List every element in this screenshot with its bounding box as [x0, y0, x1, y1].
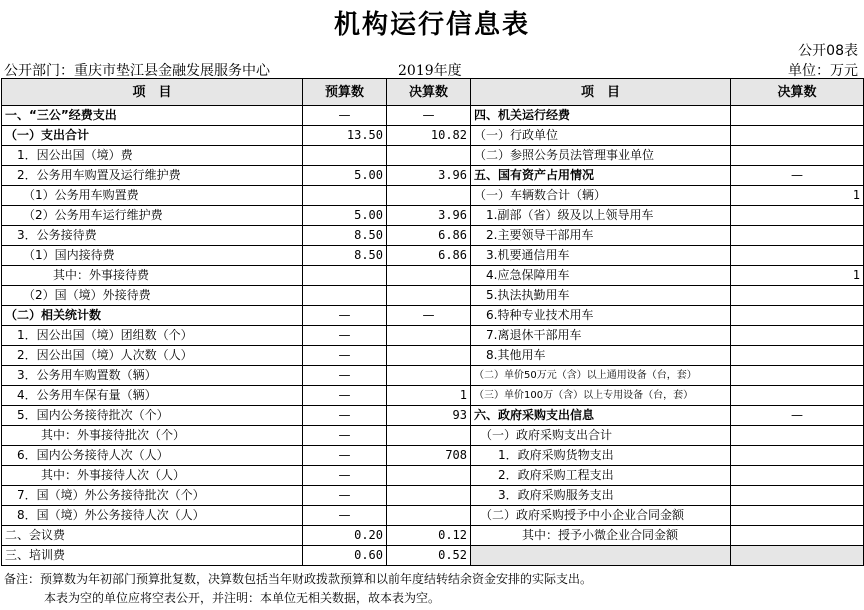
row-item-label: （一）支出合计 — [2, 126, 303, 146]
row-final-value — [387, 186, 471, 206]
table-row — [2, 406, 864, 426]
row-budget-value: 5.00 — [303, 206, 387, 226]
row-final-value — [387, 506, 471, 526]
row-final-value — [387, 366, 471, 386]
row-item-label: 8．国（境）外公务接待人次（人） — [2, 506, 303, 526]
row-budget-value: — — [303, 486, 387, 506]
row-budget-value: 0.60 — [303, 546, 387, 566]
row-final-value — [387, 486, 471, 506]
row-final-value-right — [731, 326, 864, 346]
row-item-label-right: （二）单价50万元（含）以上通用设备（台，套） — [471, 366, 731, 386]
row-item-label: 二、会议费 — [2, 526, 303, 546]
row-budget-value: — — [303, 506, 387, 526]
table-row — [2, 346, 864, 366]
institution-operation-table — [1, 78, 864, 566]
row-item-label-right: （一）车辆数合计（辆） — [471, 186, 731, 206]
row-item-label-right: 3．政府采购服务支出 — [471, 486, 731, 506]
row-final-value: 708 — [387, 446, 471, 466]
row-budget-value: — — [303, 386, 387, 406]
table-row — [2, 266, 864, 286]
row-final-value-right — [731, 346, 864, 366]
row-item-label: （1）国内接待费 — [2, 246, 303, 266]
row-item-label-right: 4.应急保障用车 — [471, 266, 731, 286]
row-final-value-right — [731, 486, 864, 506]
row-final-value-right — [731, 506, 864, 526]
row-item-label: 2．公务用车购置及运行维护费 — [2, 166, 303, 186]
row-final-value-right — [731, 206, 864, 226]
row-final-value-right — [731, 366, 864, 386]
row-final-value-right — [731, 246, 864, 266]
row-final-value-right: — — [731, 406, 864, 426]
table-row — [2, 426, 864, 446]
row-final-value: 6.86 — [387, 246, 471, 266]
row-final-value: 93 — [387, 406, 471, 426]
row-final-value-right — [731, 146, 864, 166]
row-final-value: 3.96 — [387, 206, 471, 226]
row-budget-value — [303, 266, 387, 286]
table-row — [2, 326, 864, 346]
table-row — [2, 286, 864, 306]
row-final-value-right — [731, 446, 864, 466]
row-budget-value: — — [303, 406, 387, 426]
row-final-value-right — [731, 426, 864, 446]
row-final-value — [387, 266, 471, 286]
row-final-value — [387, 466, 471, 486]
row-final-value: — — [387, 106, 471, 126]
row-final-value: 0.12 — [387, 526, 471, 546]
row-item-label: （1）公务用车购置费 — [2, 186, 303, 206]
table-row — [2, 226, 864, 246]
row-item-label-right: 其中：授予小微企业合同金额 — [471, 526, 731, 546]
row-item-label-right: （二）政府采购授予中小企业合同金额 — [471, 506, 731, 526]
table-row — [2, 246, 864, 266]
page-title: 机构运行信息表 — [333, 10, 530, 40]
row-item-label-right: 四、机关运行经费 — [471, 106, 731, 126]
row-budget-value: — — [303, 346, 387, 366]
row-budget-value — [303, 286, 387, 306]
row-final-value: 3.96 — [387, 166, 471, 186]
header-item: 项 目 — [2, 79, 303, 106]
row-item-label-right: （二）参照公务员法管理事业单位 — [471, 146, 731, 166]
footnotes — [4, 570, 592, 608]
row-item-label: 3．公务用车购置数（辆） — [2, 366, 303, 386]
row-final-value-right — [731, 226, 864, 246]
form-number: 公开08表 — [798, 43, 858, 59]
table-row — [2, 506, 864, 526]
table-row — [2, 386, 864, 406]
row-item-label-right: 3.机要通信用车 — [471, 246, 731, 266]
table-row — [2, 146, 864, 166]
row-final-value-right — [731, 286, 864, 306]
table-row — [2, 206, 864, 226]
row-budget-value: 0.20 — [303, 526, 387, 546]
row-budget-value: — — [303, 366, 387, 386]
row-item-label-right: （一）政府采购支出合计 — [471, 426, 731, 446]
table-row — [2, 126, 864, 146]
department-label: 公开部门：重庆市垫江县金融发展服务中心 — [4, 63, 270, 79]
fiscal-year: 2019年度 — [398, 63, 462, 79]
row-final-value: 0.52 — [387, 546, 471, 566]
table-row — [2, 306, 864, 326]
row-item-label: 4．公务用车保有量（辆） — [2, 386, 303, 406]
row-item-label-right: 2.主要领导干部用车 — [471, 226, 731, 246]
row-final-value-right — [731, 126, 864, 146]
row-final-value — [387, 426, 471, 446]
row-budget-value: — — [303, 306, 387, 326]
table-row — [2, 486, 864, 506]
table-row — [2, 366, 864, 386]
row-budget-value — [303, 186, 387, 206]
row-item-label: （2）公务用车运行维护费 — [2, 206, 303, 226]
row-budget-value: 13.50 — [303, 126, 387, 146]
row-item-label-right: 1.副部（省）级及以上领导用车 — [471, 206, 731, 226]
row-item-label-right: （三）单价100万（含）以上专用设备（台，套） — [471, 386, 731, 406]
table-row — [2, 446, 864, 466]
row-item-label: 其中：外事接待批次（个） — [2, 426, 303, 446]
row-final-value-right — [731, 106, 864, 126]
row-budget-value: 8.50 — [303, 246, 387, 266]
row-budget-value: — — [303, 446, 387, 466]
table-row — [2, 106, 864, 126]
row-final-value-right — [731, 466, 864, 486]
row-final-value-right — [731, 386, 864, 406]
row-budget-value: — — [303, 326, 387, 346]
row-final-value — [387, 286, 471, 306]
row-item-label: 其中：外事接待费 — [2, 266, 303, 286]
row-item-label-right — [471, 546, 731, 566]
row-item-label-right: 6.特种专业技术用车 — [471, 306, 731, 326]
row-final-value: — — [387, 306, 471, 326]
row-item-label-right: 2．政府采购工程支出 — [471, 466, 731, 486]
row-final-value-right — [731, 526, 864, 546]
table-row — [2, 526, 864, 546]
row-item-label-right: 六、政府采购支出信息 — [471, 406, 731, 426]
row-final-value-right: — — [731, 166, 864, 186]
row-final-value — [387, 326, 471, 346]
table-row — [2, 186, 864, 206]
row-item-label: 3．公务接待费 — [2, 226, 303, 246]
row-final-value-right — [731, 306, 864, 326]
row-final-value-right: 1 — [731, 186, 864, 206]
row-final-value: 6.86 — [387, 226, 471, 246]
row-budget-value: 5.00 — [303, 166, 387, 186]
row-final-value-right: 1 — [731, 266, 864, 286]
row-budget-value: 8.50 — [303, 226, 387, 246]
row-final-value: 1 — [387, 386, 471, 406]
header-final: 决算数 — [387, 79, 471, 106]
unit-label: 单位：万元 — [788, 63, 858, 79]
row-item-label: （二）相关统计数 — [2, 306, 303, 326]
row-final-value — [387, 346, 471, 366]
row-item-label: 6．国内公务接待人次（人） — [2, 446, 303, 466]
row-budget-value: — — [303, 466, 387, 486]
row-item-label-right: 5.执法执勤用车 — [471, 286, 731, 306]
row-item-label-right: （一）行政单位 — [471, 126, 731, 146]
footnote-2: 本表为空的单位应将空表公开，并注明：本单位无相关数据，故本表为空。 — [44, 591, 441, 605]
header-final-right: 决算数 — [731, 79, 864, 106]
header-item-right: 项 目 — [471, 79, 731, 106]
row-budget-value: — — [303, 106, 387, 126]
footnote-1: 备注：预算数为年初部门预算批复数，决算数包括当年财政拨款预算和以前年度结转结余资金安排的实际支出。 — [4, 572, 593, 586]
table-header-row — [2, 79, 864, 106]
header-budget: 预算数 — [303, 79, 387, 106]
row-item-label: 其中：外事接待人次（人） — [2, 466, 303, 486]
table-row — [2, 466, 864, 486]
row-item-label: （2）国（境）外接待费 — [2, 286, 303, 306]
row-item-label-right: 五、国有资产占用情况 — [471, 166, 731, 186]
row-item-label: 7．国（境）外公务接待批次（个） — [2, 486, 303, 506]
table-row — [2, 546, 864, 566]
row-item-label: 2．因公出国（境）人次数（人） — [2, 346, 303, 366]
row-budget-value — [303, 146, 387, 166]
row-item-label-right: 7.离退休干部用车 — [471, 326, 731, 346]
row-item-label: 一、“三公”经费支出 — [2, 106, 303, 126]
row-item-label: 1．因公出国（境）费 — [2, 146, 303, 166]
row-item-label: 5．国内公务接待批次（个） — [2, 406, 303, 426]
row-item-label: 1．因公出国（境）团组数（个） — [2, 326, 303, 346]
row-item-label: 三、培训费 — [2, 546, 303, 566]
table-row — [2, 166, 864, 186]
row-item-label-right: 1．政府采购货物支出 — [471, 446, 731, 466]
row-item-label-right: 8.其他用车 — [471, 346, 731, 366]
row-final-value: 10.82 — [387, 126, 471, 146]
row-budget-value: — — [303, 426, 387, 446]
row-final-value — [387, 146, 471, 166]
row-final-value-right — [731, 546, 864, 566]
